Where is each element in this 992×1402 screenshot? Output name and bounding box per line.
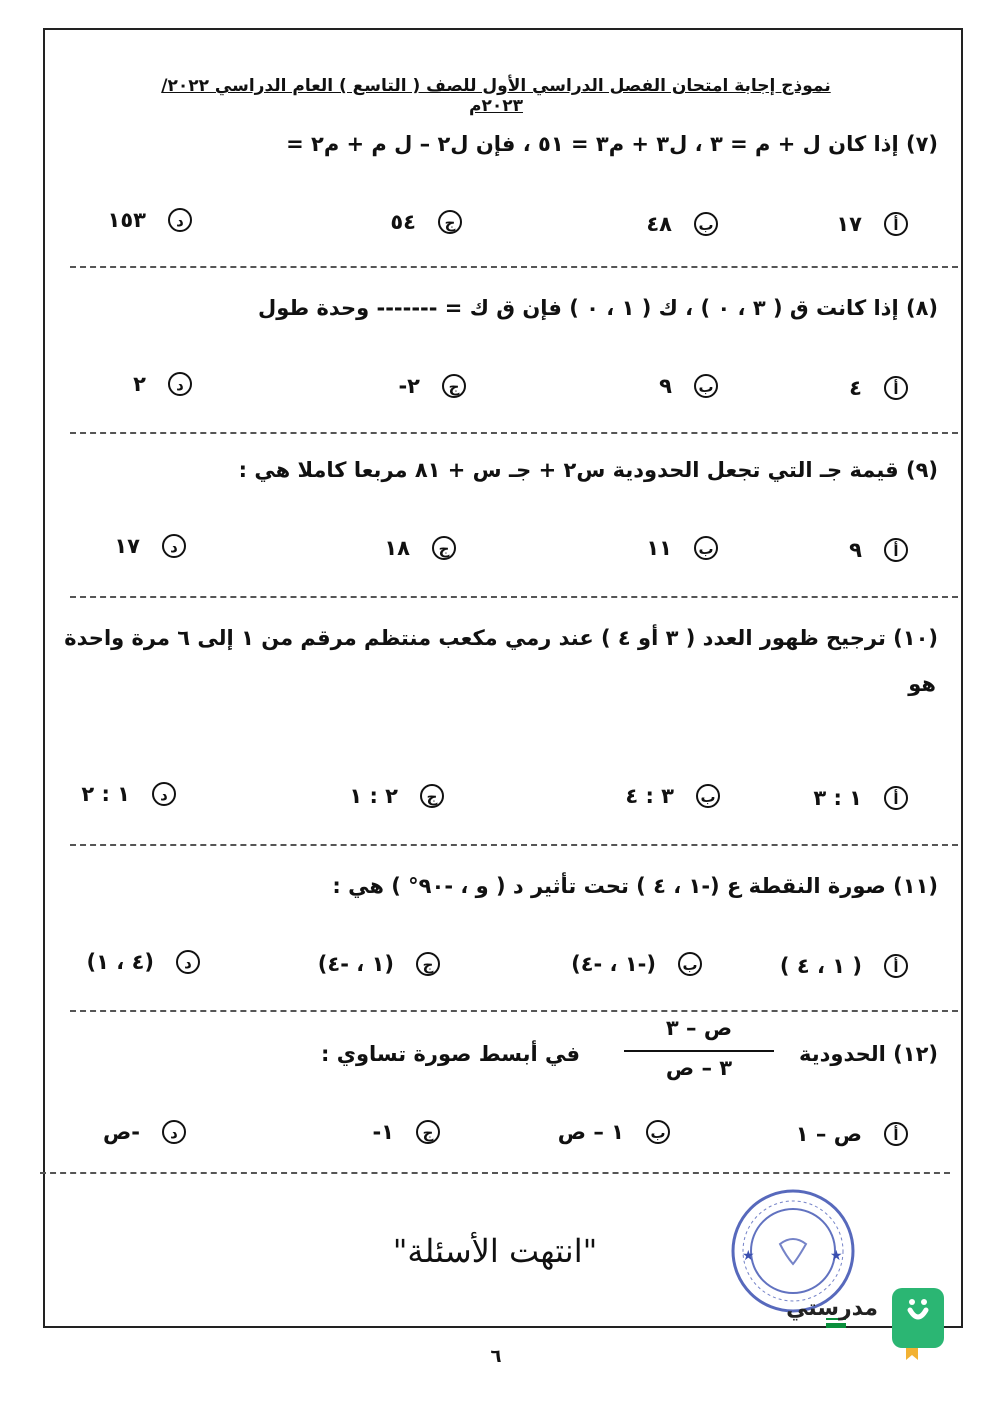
q12-option-d[interactable] bbox=[103, 1120, 186, 1144]
option-c-badge: ج bbox=[416, 1120, 440, 1144]
q11-option-a[interactable] bbox=[780, 954, 908, 978]
q10-option-d[interactable] bbox=[81, 782, 176, 806]
option-value: ٢ : ١ bbox=[349, 784, 398, 808]
q8-option-d[interactable] bbox=[133, 372, 192, 396]
option-value: ١٨ bbox=[384, 536, 410, 560]
q7-option-b[interactable] bbox=[646, 212, 718, 236]
option-c-badge: ج bbox=[420, 784, 444, 808]
q8-option-a[interactable] bbox=[849, 376, 908, 400]
option-value: ٤٨ bbox=[646, 212, 672, 236]
question-7: (٧) إذا كان ل + م = ٣ ، ل٣ + م٣ = ٥١ ، فإن ل٢ – ل م + م٢ = bbox=[286, 132, 938, 156]
q7-option-a[interactable] bbox=[836, 212, 908, 236]
q11-option-c[interactable] bbox=[318, 952, 440, 976]
question-9: (٩) قيمة جـ التي تجعل الحدودية س٢ + جـ س + ٨١ مربعا كاملا هي : bbox=[238, 458, 938, 482]
q8-option-b[interactable] bbox=[659, 374, 718, 398]
separator bbox=[70, 596, 958, 598]
option-value: ٤ bbox=[849, 376, 862, 400]
option-value: ١٧ bbox=[836, 212, 862, 236]
q9-option-d[interactable] bbox=[114, 534, 186, 558]
option-value: ٥٤ bbox=[390, 210, 416, 234]
option-d-badge: د bbox=[168, 208, 192, 232]
option-value: ١- bbox=[372, 1120, 394, 1144]
option-value: ( ١ ، ٤ ) bbox=[779, 954, 862, 978]
option-value: -ص bbox=[103, 1120, 140, 1144]
option-value: ١١ bbox=[646, 536, 672, 560]
option-c-badge: ج bbox=[416, 952, 440, 976]
separator bbox=[70, 432, 958, 434]
option-d-badge: د bbox=[162, 534, 186, 558]
fraction-numerator: ص – ٣ bbox=[665, 1016, 733, 1040]
option-value: ١ : ٢ bbox=[81, 782, 130, 806]
option-b-badge: ب bbox=[646, 1120, 670, 1144]
option-b-badge: ب bbox=[694, 212, 718, 236]
svg-text:★: ★ bbox=[830, 1248, 843, 1264]
separator bbox=[70, 266, 958, 268]
option-a-badge: أ bbox=[884, 954, 908, 978]
option-b-badge: ب bbox=[696, 784, 720, 808]
separator bbox=[40, 1172, 950, 1174]
option-a-badge: أ bbox=[884, 212, 908, 236]
q9-option-a[interactable] bbox=[849, 538, 908, 562]
option-d-badge: د bbox=[152, 782, 176, 806]
question-11: (١١) صورة النقطة ع (-١ ، ٤ ) تحت تأثير د ( و ، -٩٠° ) هي : bbox=[332, 874, 938, 898]
option-value: (١ ، -٤) bbox=[317, 952, 394, 976]
question-10-line2: هو bbox=[908, 672, 936, 696]
option-c-badge: ج bbox=[442, 374, 466, 398]
option-value: ١٥٣ bbox=[107, 208, 146, 232]
option-value: ٩ bbox=[849, 538, 862, 562]
option-a-badge: أ bbox=[884, 786, 908, 810]
option-value: (٤ ، ١) bbox=[86, 950, 154, 974]
fraction bbox=[624, 1016, 774, 1086]
q9-option-b[interactable] bbox=[646, 536, 718, 560]
end-of-questions: "انتهت الأسئلة" bbox=[392, 1232, 598, 1270]
option-value: ٢- bbox=[398, 374, 420, 398]
option-c-badge: ج bbox=[438, 210, 462, 234]
separator bbox=[70, 1010, 958, 1012]
q10-option-b[interactable] bbox=[625, 784, 720, 808]
option-value: ١ – ص bbox=[557, 1120, 624, 1144]
option-a-badge: أ bbox=[884, 376, 908, 400]
option-c-badge: ج bbox=[432, 536, 456, 560]
svg-text:★: ★ bbox=[742, 1248, 755, 1264]
madrasati-logo-text: مدرستي bbox=[786, 1296, 878, 1321]
option-d-badge: د bbox=[162, 1120, 186, 1144]
question-12-start: (١٢) الحدودية bbox=[799, 1042, 938, 1066]
option-b-badge: ب bbox=[694, 536, 718, 560]
q11-option-d[interactable] bbox=[87, 950, 200, 974]
q12-option-c[interactable] bbox=[372, 1120, 440, 1144]
fraction-bar bbox=[624, 1050, 774, 1052]
q7-option-d[interactable] bbox=[108, 208, 192, 232]
q8-option-c[interactable] bbox=[398, 374, 466, 398]
option-d-badge: د bbox=[168, 372, 192, 396]
option-value: ١ : ٣ bbox=[813, 786, 862, 810]
option-b-badge: ب bbox=[678, 952, 702, 976]
question-10: (١٠) ترجيح ظهور العدد ( ٣ أو ٤ ) عند رمي مكعب منتظم مرقم من ١ إلى ٦ مرة واحدة bbox=[64, 626, 938, 650]
option-value: ٣ : ٤ bbox=[625, 784, 674, 808]
separator bbox=[70, 844, 958, 846]
q12-option-a[interactable] bbox=[796, 1122, 908, 1146]
q10-option-a[interactable] bbox=[813, 786, 908, 810]
option-value: (-١ ، -٤) bbox=[571, 952, 656, 976]
option-value: ١٧ bbox=[114, 534, 140, 558]
question-8: (٨) إذا كانت ق ( ٣ ، ٠ ) ، ك ( ١ ، ٠ ) فإن ق ك = ------- وحدة طول bbox=[257, 296, 938, 320]
option-value: ص – ١ bbox=[795, 1122, 862, 1146]
option-d-badge: د bbox=[176, 950, 200, 974]
option-value: ٢ bbox=[133, 372, 146, 396]
q12-option-b[interactable] bbox=[558, 1120, 670, 1144]
option-a-badge: أ bbox=[884, 538, 908, 562]
page-header: نموذج إجابة امتحان الفصل الدراسي الأول للصف ( التاسع ) العام الدراسي ٢٠٢٢/ ٢٠٢٣م bbox=[161, 76, 831, 116]
q9-option-c[interactable] bbox=[384, 536, 456, 560]
question-12-end: في أبسط صورة تساوي : bbox=[321, 1042, 580, 1066]
option-a-badge: أ bbox=[884, 1122, 908, 1146]
fraction-denominator: ٣ – ص bbox=[665, 1056, 733, 1080]
option-b-badge: ب bbox=[694, 374, 718, 398]
q7-option-c[interactable] bbox=[390, 210, 462, 234]
q11-option-b[interactable] bbox=[571, 952, 702, 976]
q10-option-c[interactable] bbox=[349, 784, 444, 808]
option-value: ٩ bbox=[659, 374, 672, 398]
page-number: ٦ bbox=[490, 1346, 502, 1367]
